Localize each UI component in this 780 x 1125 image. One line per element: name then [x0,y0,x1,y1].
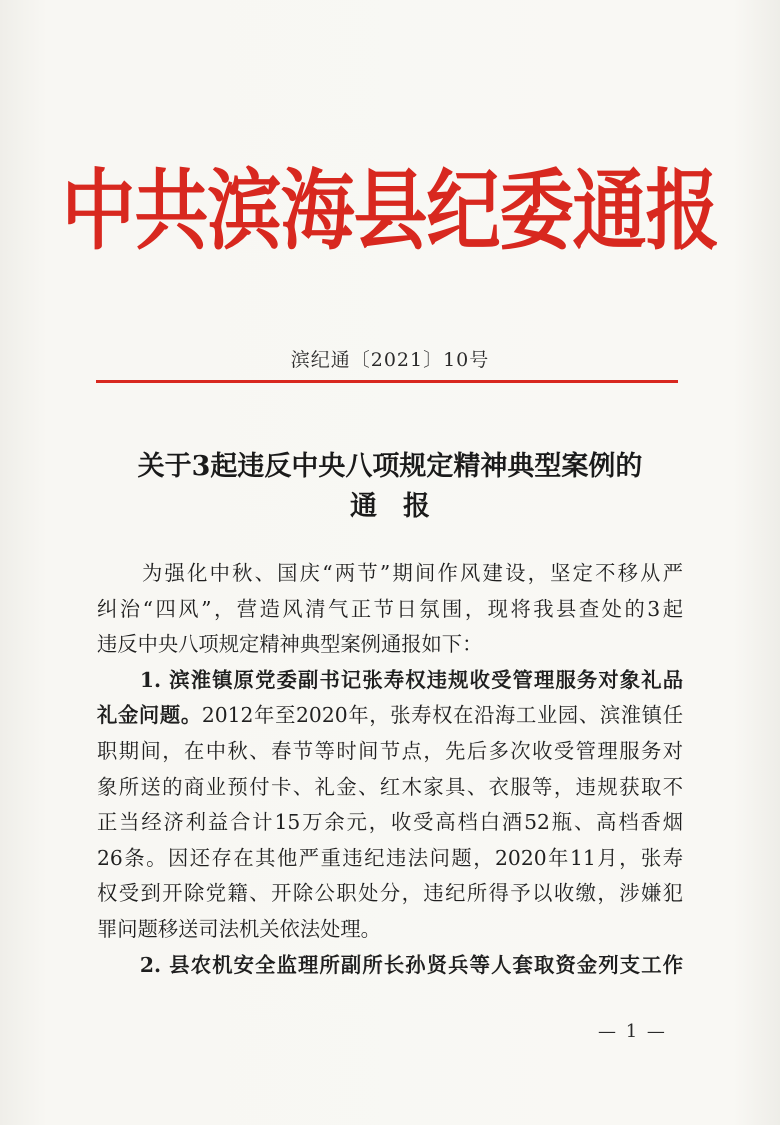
case1-heading-continuation [97,698,683,734]
case2-heading-line: 2. 县农机安全监理所副所长孙贤兵等人套取资金列支工作 [97,952,683,977]
body-text [97,556,683,983]
case1-line: 象所送的商业预付卡、礼金、红木家具、衣服等，违规获取不 [97,774,683,799]
red-divider-line [96,380,678,383]
case1-line: 26条。因还存在其他严重违纪违法问题，2020年11月，张寿 [97,845,683,870]
case1-line: 正当经济利益合计15万余元，收受高档白酒52瓶、高档香烟 [97,810,683,835]
title-line-1: 关于3起违反中央八项规定精神典型案例的 [137,451,643,482]
case1-line: 职期间，在中秋、春节等时间节点，先后多次收受管理服务对 [97,738,683,763]
title-line-2: 通报 [350,491,456,522]
masthead-title: 中共滨海县纪委通报 [61,160,719,263]
page-number: — 1 — [598,1021,667,1042]
intro-line: 违反中央八项规定精神典型案例通报如下： [97,632,483,657]
intro-line: 纠治“四风”，营造风清气正节日氛围，现将我县查处的3起 [97,596,683,621]
case1-heading-line: 1. 滨淮镇原党委副书记张寿权违规收受管理服务对象礼品 [97,667,683,692]
document-title [0,447,780,527]
document-number: 滨纪通〔2021〕10号 [290,349,490,371]
case1-heading-bold: 礼金问题。 [97,703,202,728]
case1-line: 罪问题移送司法机关依法处理。 [97,916,381,941]
case1-text-start: 2012年至2020年，张寿权在沿海工业园、滨淮镇任 [201,703,683,728]
intro-line: 为强化中秋、国庆“两节”期间作风建设，坚定不移从严 [97,561,683,585]
case1-line: 权受到开除党籍、开除公职处分，违纪所得予以收缴，涉嫌犯 [97,881,683,906]
